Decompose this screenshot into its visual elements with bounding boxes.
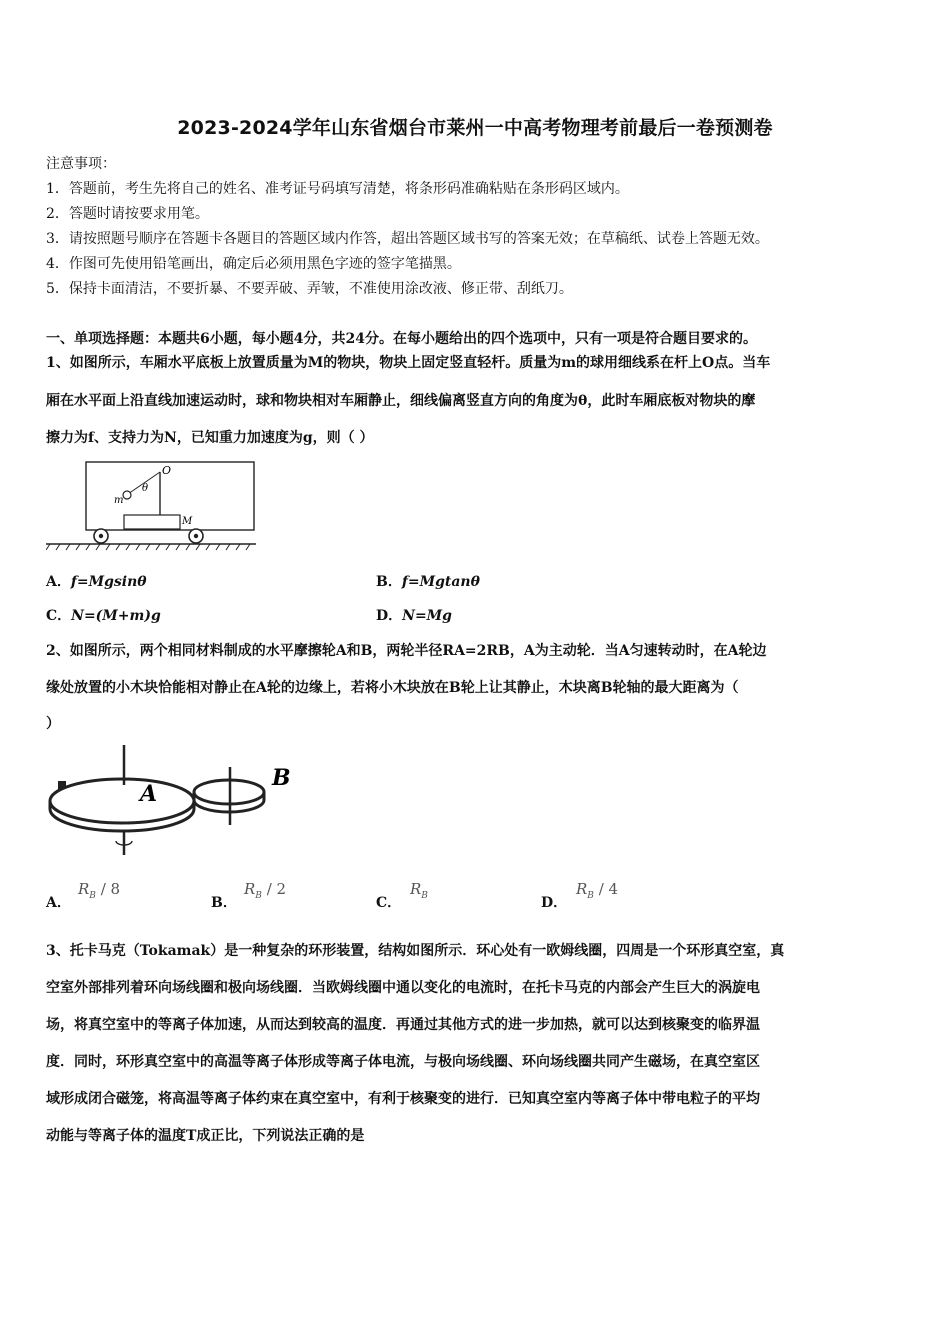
option-text: N=(M+m)g: [71, 608, 161, 624]
q2-line-3: ）: [46, 716, 60, 732]
q2-option-b[interactable]: [211, 892, 237, 912]
formula-sub: B: [587, 891, 594, 901]
notice-item-4: 4．作图可先使用铅笔画出，确定后必须用黑色字迹的签字笔描黑。: [46, 256, 461, 272]
formula-sub: B: [89, 891, 96, 901]
q1-option-c[interactable]: [46, 605, 161, 625]
q1-figure-carriage: [46, 458, 266, 554]
option-label: A．: [46, 895, 71, 911]
label-wheel-b: B: [272, 765, 291, 791]
option-text: f=Mgsinθ: [70, 574, 147, 590]
q1-line-2: 厢在水平面上沿直线加速运动时，球和物块相对车厢静止，细线偏离竖直方向的角度为θ，此时车厢底板对物块的摩: [46, 393, 756, 409]
q3-line-1: 3、托卡马克（Tokamak）是一种复杂的环形装置，结构如图所示．环心处有一欧姆线圈，四周是一个环形真空室，真: [46, 943, 785, 959]
q1-line-3: 擦力为f、支持力为N，已知重力加速度为g，则（ ）: [46, 430, 374, 446]
option-label: B．: [376, 574, 402, 590]
q3-line-5: 域形成闭合磁笼，将高温等离子体约束在真空室中，有利于核聚变的进行．已知真空室内等离子体中带电粒子的平均: [46, 1091, 760, 1107]
notice-heading: 注意事项：: [46, 156, 116, 172]
q1-line-1: 1、如图所示，车厢水平底板上放置质量为M的物块，物块上固定竖直轻杆。质量为m的球用细线系在杆上O点。当车: [46, 355, 771, 371]
formula-suffix: / 4: [593, 880, 619, 898]
q2-option-b-formula: [244, 880, 286, 901]
label-wheel-a: A: [140, 781, 158, 807]
formula-sub: B: [255, 891, 262, 901]
page-title: 2023-2024学年山东省烟台市莱州一中高考物理考前最后一卷预测卷: [177, 117, 773, 139]
q2-figure-wheels: [44, 745, 304, 863]
q2-option-c-formula: [410, 880, 428, 901]
q3-line-2: 空室外部排列着环向场线圈和极向场线圈．当欧姆线圈中通以变化的电流时，在托卡马克的内部会产生巨大的涡旋电: [46, 980, 760, 996]
q1-option-a[interactable]: [46, 571, 147, 591]
q3-line-4: 度．同时，环形真空室中的高温等离子体形成等离子体电流，与极向场线圈、环向场线圈共同产生磁场，在真空室区: [46, 1054, 760, 1070]
formula-suffix: / 8: [95, 880, 121, 898]
q2-option-d-formula: [576, 880, 618, 901]
option-label: D．: [541, 895, 568, 911]
q2-line-2: 缘处放置的小木块恰能相对静止在A轮的边缘上，若将小木块放在B轮上让其静止，木块离B轮轴的最大距离为（: [46, 680, 739, 696]
formula-var: R: [78, 880, 90, 898]
option-label: C．: [376, 895, 402, 911]
formula-var: R: [410, 880, 422, 898]
option-text: f=Mgtanθ: [401, 574, 480, 590]
notice-item-2: 2．答题时请按要求用笔。: [46, 206, 209, 222]
label-o: O: [162, 464, 172, 477]
q2-option-d[interactable]: [541, 892, 567, 912]
option-text: N=Mg: [402, 608, 452, 624]
q3-line-6: 动能与等离子体的温度T成正比，下列说法正确的是: [46, 1128, 365, 1144]
formula-var: R: [244, 880, 256, 898]
q2-option-a[interactable]: [46, 892, 71, 912]
notice-item-5: 5．保持卡面清洁，不要折暴、不要弄破、弄皱，不准使用涂改液、修正带、刮纸刀。: [46, 281, 573, 297]
q2-option-c[interactable]: [376, 892, 401, 912]
q3-line-3: 场，将真空室中的等离子体加速，从而达到较高的温度．再通过其他方式的进一步加热，就可以达到核聚变的临界温: [46, 1017, 760, 1033]
notice-item-1: 1．答题前，考生先将自己的姓名、准考证号码填写清楚，将条形码准确粘贴在条形码区域内。: [46, 181, 629, 197]
label-big-m: M: [182, 516, 193, 527]
formula-suffix: / 2: [261, 880, 287, 898]
q1-option-d[interactable]: [376, 605, 452, 625]
q2-option-a-formula: [78, 880, 120, 901]
option-label: B．: [211, 895, 237, 911]
option-label: D．: [376, 608, 403, 624]
q2-line-1: 2、如图所示，两个相同材料制成的水平摩擦轮A和B，两轮半径RA=2RB，A为主动轮．当A匀速转动时，在A轮边: [46, 643, 767, 659]
formula-sub: B: [421, 891, 428, 901]
label-m: m: [114, 495, 124, 506]
label-theta: θ: [142, 483, 149, 494]
notice-item-3: 3．请按照题号顺序在答题卡各题目的答题区域内作答，超出答题区域书写的答案无效；在草稿纸、试卷上答题无效。: [46, 231, 769, 247]
option-label: C．: [46, 608, 72, 624]
formula-var: R: [576, 880, 588, 898]
q1-option-b[interactable]: [376, 571, 480, 591]
section-heading: 一、单项选择题：本题共6小题，每小题4分，共24分。在每小题给出的四个选项中，只有一项是符合题目要求的。: [46, 331, 757, 347]
option-label: A．: [46, 574, 71, 590]
